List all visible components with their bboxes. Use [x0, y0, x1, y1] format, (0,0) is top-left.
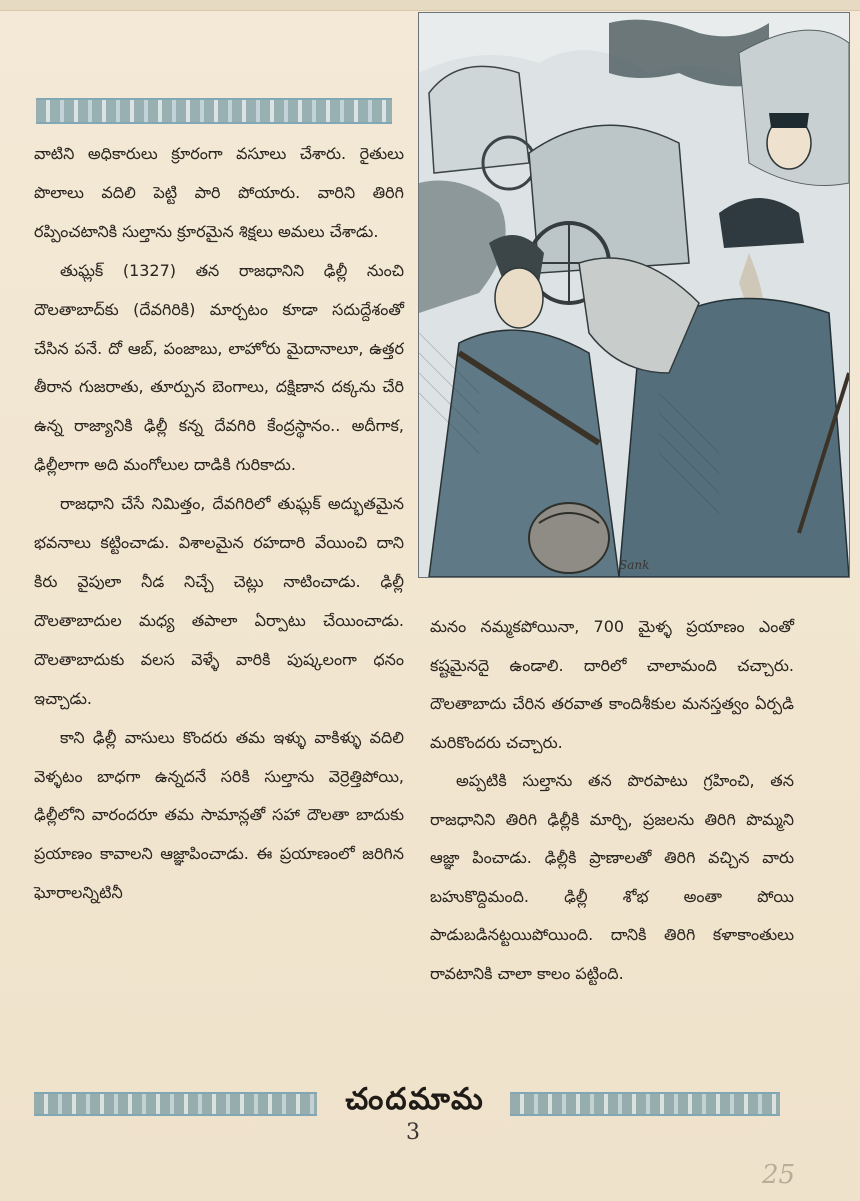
top-edge [0, 0, 860, 11]
paragraph-5: మనం నమ్మకపోయినా, 700 మైళ్ళ ప్రయాణం ఎంతో కష్టమైనదై ఉండాలి. దారిలో చాలామంది చచ్చారు. దౌలతాబాదు చేరిన తరవాత కాందిశీకుల మనస్తత్వం ఏర్పడి మరికొందరు చచ్చారు. [430, 617, 794, 752]
paragraph-2: తుఘ్లక్ (1327) తన రాజధానిని ఢిల్లీ నుంచి దౌలతాబాద్‌కు (దేవగిరికి) మార్చటం కూడా సదుద్దేశంతో చేసిన పనే. దో ఆబ్, పంజాబు, లాహోరు మైదానాలూ, ఉత్తర తీరాన గుజరాతు, తూర్పున బెంగాలు, దక్షిణాన దక్కను చేరి ఉన్న రాజ్యానికి ఢిల్లీ కన్న దేవగిరి కేంద్రస్థానం.. అదీగాక, ఢిల్లీలాగా అది మంగోలుల దాడికి గురికాదు. [34, 260, 404, 475]
right-column [430, 608, 794, 993]
paragraph-3: రాజధాని చేసే నిమిత్తం, దేవగిరిలో తుఘ్లక్ అద్భుతమైన భవనాలు కట్టించాడు. విశాలమైన రహదారి వేయించి దాని కిరు వైపులా నీడ నిచ్చే చెట్లు నాటించాడు. ఢిల్లీ దౌలతాబాదుల మధ్య తపాలా ఏర్పాటు చేయించాడు. దౌలతాబాదుకు వలస వెళ్ళే వారికి పుష్కలంగా ధనం ఇచ్చాడు. [34, 494, 404, 708]
pencil-annotation: 25 [762, 1160, 796, 1190]
migration-illustration [418, 12, 850, 578]
paragraph-1: వాటిని అధికారులు క్రూరంగా వసూలు చేశారు. రైతులు పొలాలు వదిలి పెట్టి పారి పోయారు. వారిని తిరిగి రప్పించటానికి సుల్తాను క్రూరమైన శిక్షలు అమలు చేశాడు. [34, 144, 404, 241]
decorative-border-bottom-right [510, 1092, 780, 1116]
page-number: 3 [406, 1120, 420, 1145]
magazine-title: చందమామ [345, 1082, 485, 1117]
paragraph-4: కాని ఢిల్లీ వాసులు కొందరు తమ ఇళ్ళు వాకిళ్ళు వదిలి వెళ్ళటం బాధగా ఉన్నదనే సరికి సుల్తాను వెర్రెత్తిపోయి, ఢిల్లీలోని వారందరూ తమ సామాన్లతో సహా దౌలతా బాదుకు ప్రయాణం కావాలని ఆజ్ఞాపించాడు. ఈ ప్రయాణంలో జరిగిన ఘోరాలన్నిటినీ [34, 727, 404, 903]
decorative-border-bottom-left [34, 1092, 317, 1116]
decorative-border-top [36, 98, 392, 124]
left-column [34, 135, 404, 913]
paragraph-6: అప్పటికి సుల్తాను తన పొరపాటు గ్రహించి, తన రాజధానిని తిరిగి ఢిల్లీకి మార్చి, ప్రజలను తిరిగి పొమ్మని ఆజ్ఞా పించాడు. ఢిల్లీకి ప్రాణాలతో తిరిగి వచ్చిన వారు బహుకొద్దిమంది. ఢిల్లీ శోభ అంతా పోయి పాడుబడినట్టయిపోయింది. దానికి తిరిగి కళాకాంతులు రావటానికి చాలా కాలం పట్టింది. [430, 771, 794, 983]
artist-signature: Sank [619, 558, 650, 572]
